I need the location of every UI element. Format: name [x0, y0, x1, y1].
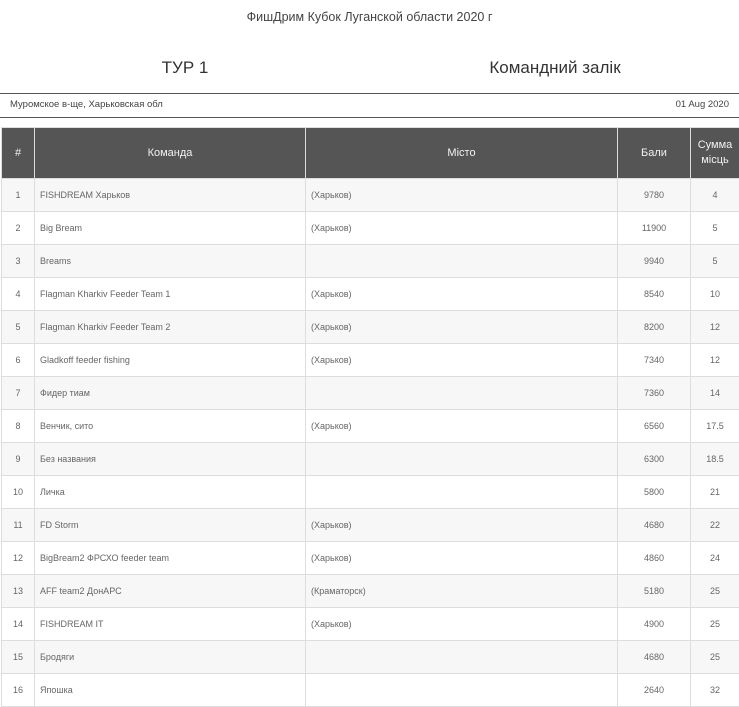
cell-team: FISHDREAM IT	[35, 608, 306, 641]
column-header-team[interactable]: Команда	[35, 128, 306, 179]
info-bar	[0, 93, 739, 118]
cell-points: 6300	[618, 443, 691, 476]
cell-points: 9780	[618, 179, 691, 212]
table-row[interactable]	[2, 377, 739, 410]
cell-sum: 10	[691, 278, 739, 311]
cell-points: 6560	[618, 410, 691, 443]
cell-city	[306, 674, 618, 707]
cell-city: (Харьков)	[306, 278, 618, 311]
column-header-num[interactable]: #	[2, 128, 35, 179]
column-header-city[interactable]: Місто	[306, 128, 618, 179]
cell-num: 6	[2, 344, 35, 377]
cell-num: 15	[2, 641, 35, 674]
table-row[interactable]	[2, 608, 739, 641]
cell-city: (Харьков)	[306, 542, 618, 575]
table-header-row	[2, 128, 739, 179]
table-row[interactable]	[2, 575, 739, 608]
cell-points: 4900	[618, 608, 691, 641]
cell-num: 2	[2, 212, 35, 245]
table-row[interactable]	[2, 542, 739, 575]
cell-num: 12	[2, 542, 35, 575]
page-title: ФишДрим Кубок Луганской области 2020 г	[246, 10, 493, 24]
cell-team: FD Storm	[35, 509, 306, 542]
cell-num: 1	[2, 179, 35, 212]
cell-city: (Харьков)	[306, 311, 618, 344]
cell-team: Фидер тиам	[35, 377, 306, 410]
location-text: Муромское в-ще, Харьковская обл	[10, 99, 163, 110]
cell-team: Бродяги	[35, 641, 306, 674]
column-header-sum[interactable]	[691, 128, 739, 179]
cell-sum: 25	[691, 641, 739, 674]
table-row[interactable]	[2, 509, 739, 542]
tour-title: ТУР 1	[161, 58, 209, 77]
cell-team: Gladkoff feeder fishing	[35, 344, 306, 377]
cell-points: 4680	[618, 641, 691, 674]
cell-city: (Краматорск)	[306, 575, 618, 608]
cell-team: Япошка	[35, 674, 306, 707]
cell-num: 7	[2, 377, 35, 410]
cell-sum: 18.5	[691, 443, 739, 476]
cell-sum: 12	[691, 344, 739, 377]
cell-team: Личка	[35, 476, 306, 509]
cell-points: 8540	[618, 278, 691, 311]
cell-team: Breams	[35, 245, 306, 278]
cell-num: 4	[2, 278, 35, 311]
results-table	[1, 127, 739, 707]
cell-sum: 12	[691, 311, 739, 344]
cell-sum: 5	[691, 245, 739, 278]
table-row[interactable]	[2, 344, 739, 377]
cell-sum: 21	[691, 476, 739, 509]
cell-points: 4680	[618, 509, 691, 542]
section-title: Командний залік	[489, 58, 621, 77]
table-row[interactable]	[2, 179, 739, 212]
cell-num: 10	[2, 476, 35, 509]
cell-points: 7360	[618, 377, 691, 410]
cell-points: 9940	[618, 245, 691, 278]
cell-num: 8	[2, 410, 35, 443]
cell-team: Flagman Kharkiv Feeder Team 2	[35, 311, 306, 344]
cell-points: 7340	[618, 344, 691, 377]
table-row[interactable]	[2, 212, 739, 245]
cell-points: 4860	[618, 542, 691, 575]
cell-num: 9	[2, 443, 35, 476]
cell-city: (Харьков)	[306, 212, 618, 245]
cell-city: (Харьков)	[306, 179, 618, 212]
table-row[interactable]	[2, 245, 739, 278]
cell-points: 5180	[618, 575, 691, 608]
cell-num: 13	[2, 575, 35, 608]
cell-sum: 24	[691, 542, 739, 575]
cell-sum: 4	[691, 179, 739, 212]
cell-city	[306, 443, 618, 476]
cell-city	[306, 245, 618, 278]
cell-sum: 25	[691, 608, 739, 641]
cell-points: 5800	[618, 476, 691, 509]
cell-sum: 22	[691, 509, 739, 542]
cell-team: Flagman Kharkiv Feeder Team 1	[35, 278, 306, 311]
cell-team: Без названия	[35, 443, 306, 476]
cell-sum: 5	[691, 212, 739, 245]
cell-points: 11900	[618, 212, 691, 245]
table-row[interactable]	[2, 641, 739, 674]
cell-points: 8200	[618, 311, 691, 344]
column-header-sum-line1: Сумма	[697, 139, 733, 151]
cell-city	[306, 641, 618, 674]
cell-city: (Харьков)	[306, 410, 618, 443]
table-row[interactable]	[2, 443, 739, 476]
cell-city: (Харьков)	[306, 509, 618, 542]
cell-num: 5	[2, 311, 35, 344]
cell-num: 14	[2, 608, 35, 641]
cell-sum: 25	[691, 575, 739, 608]
cell-team: Венчик, сито	[35, 410, 306, 443]
cell-team: Big Bream	[35, 212, 306, 245]
cell-num: 16	[2, 674, 35, 707]
cell-sum: 32	[691, 674, 739, 707]
cell-team: FISHDREAM Харьков	[35, 179, 306, 212]
cell-sum: 14	[691, 377, 739, 410]
table-body	[2, 179, 739, 707]
column-header-points[interactable]: Бали	[618, 128, 691, 179]
cell-num: 3	[2, 245, 35, 278]
table-row[interactable]	[2, 674, 739, 707]
cell-team: AFF team2 ДонАРС	[35, 575, 306, 608]
cell-city: (Харьков)	[306, 344, 618, 377]
cell-city	[306, 377, 618, 410]
table-row[interactable]	[2, 311, 739, 344]
cell-city	[306, 476, 618, 509]
date-text: 01 Aug 2020	[675, 99, 729, 110]
table-row[interactable]	[2, 278, 739, 311]
column-header-sum-line2: місць	[701, 154, 729, 166]
cell-city: (Харьков)	[306, 608, 618, 641]
cell-sum: 17.5	[691, 410, 739, 443]
table-row[interactable]	[2, 410, 739, 443]
table-row[interactable]	[2, 476, 739, 509]
cell-points: 2640	[618, 674, 691, 707]
cell-num: 11	[2, 509, 35, 542]
cell-team: BigBream2 ФРСХО feeder team	[35, 542, 306, 575]
